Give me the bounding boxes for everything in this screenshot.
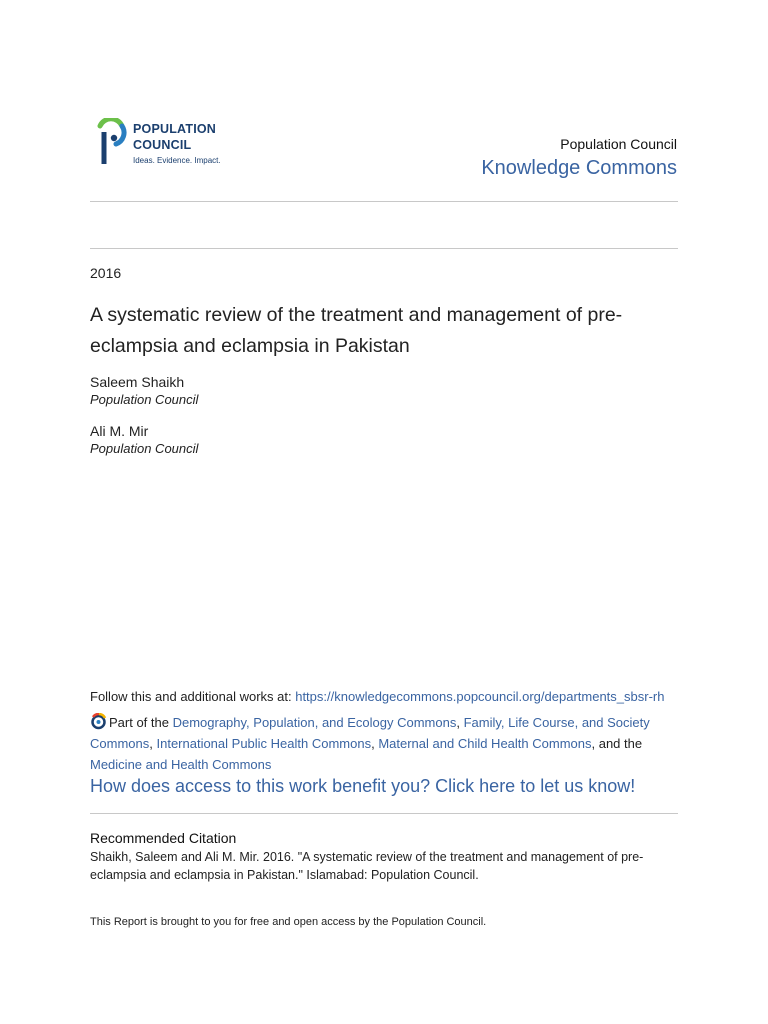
commons-link[interactable]: Maternal and Child Health Commons [378, 736, 592, 751]
commons-link[interactable]: Family, Life Course, and Society Commons [90, 715, 650, 751]
author-affiliation: Population Council [90, 392, 199, 407]
logo-text-line1: POPULATION [133, 122, 217, 136]
logo-tagline: Ideas. Evidence. Impact. [133, 156, 221, 165]
divider-top [90, 201, 678, 202]
footer-note: This Report is brought to you for free and open access by the Population Council. [90, 916, 487, 928]
knowledge-commons-link[interactable]: Knowledge Commons [481, 157, 677, 179]
part-of-label: Part of the [109, 715, 173, 730]
commons-separator: , [371, 736, 379, 751]
commons-separator: , [149, 736, 157, 751]
author-name: Saleem Shaikh [90, 374, 185, 390]
document-title: A systematic review of the treatment and management of pre-eclampsia and eclampsia in Pakistan [90, 304, 623, 357]
publication-year: 2016 [90, 265, 122, 281]
commons-link[interactable]: International Public Health Commons [156, 736, 372, 751]
logo-text-line2: COUNCIL [133, 138, 192, 152]
divider-header-bottom [90, 248, 678, 249]
follow-works-line [90, 689, 664, 704]
recommended-citation-heading: Recommended Citation [90, 830, 237, 846]
follow-label: Follow this and additional works at: [90, 689, 296, 704]
part-of-commons [90, 712, 690, 775]
author-name: Ali M. Mir [90, 423, 149, 439]
commons-link[interactable]: Medicine and Health Commons [90, 757, 272, 772]
commons-link[interactable]: Demography, Population, and Ecology Commons [172, 715, 457, 730]
commons-separator: , [456, 715, 464, 730]
author-affiliation: Population Council [90, 441, 199, 456]
follow-works-link[interactable]: https://knowledgecommons.popcouncil.org/departments_sbsr-rh [295, 689, 665, 704]
recommended-citation-text: Shaikh, Saleem and Ali M. Mir. 2016. "A systematic review of the treatment and management of pre-eclampsia and eclampsia in Pakistan." Islamabad: Population Council. [90, 850, 644, 882]
open-access-icon [90, 713, 107, 730]
benefit-feedback-link[interactable]: How does access to this work benefit you? Click here to let us know! [90, 776, 636, 796]
repository-organization: Population Council [560, 136, 677, 152]
commons-and-the: , and the [591, 736, 643, 751]
divider-citation [90, 813, 678, 814]
